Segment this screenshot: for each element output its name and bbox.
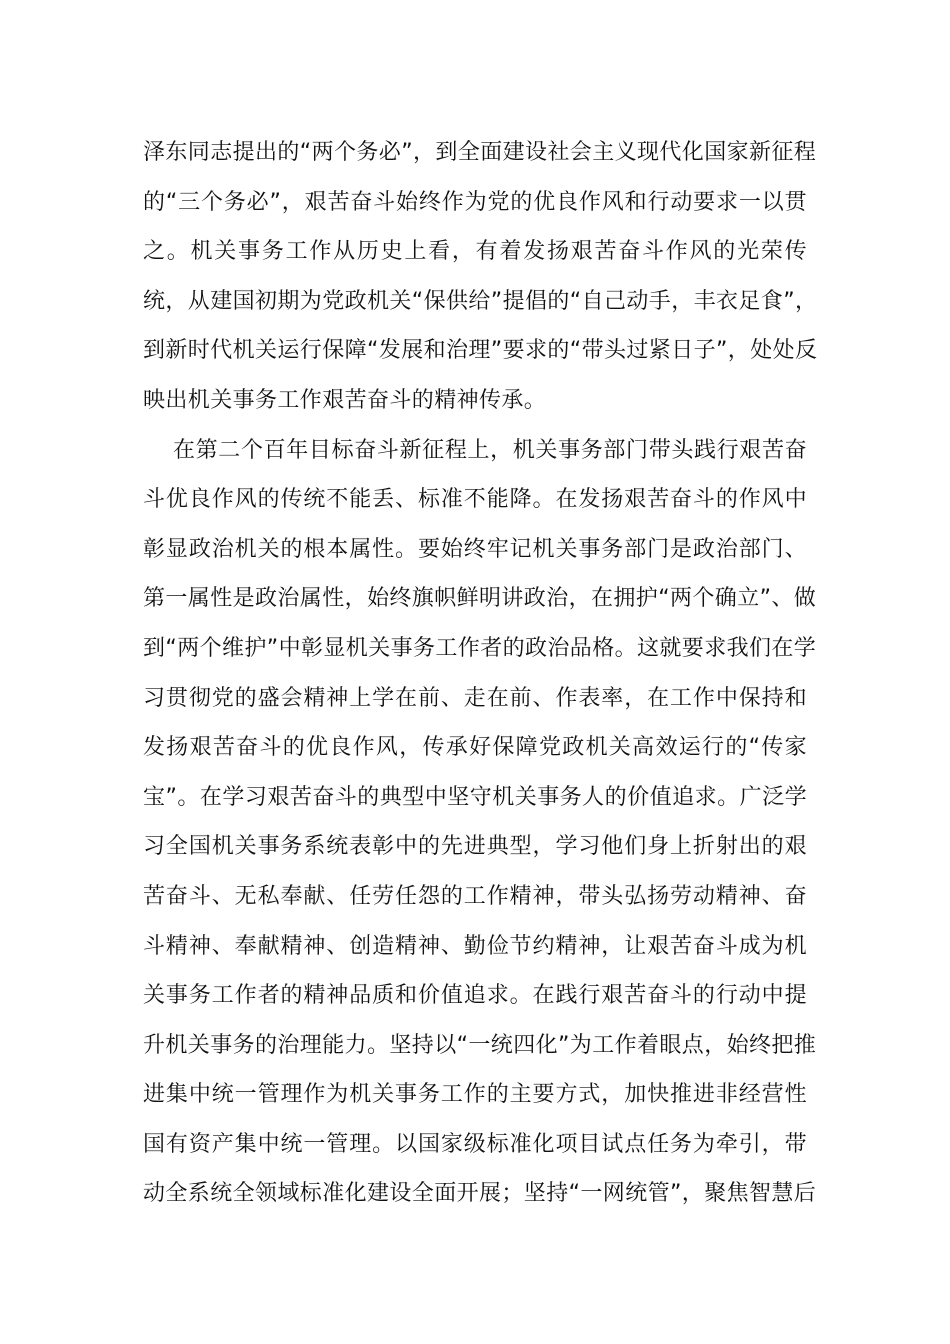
text-line: 升机关事务的治理能力。坚持以“一统四化”为工作着眼点，始终把推: [143, 1032, 817, 1058]
text-line: 习全国机关事务系统表彰中的先进典型，学习他们身上折射出的艰: [143, 834, 807, 860]
text-line: 映出机关事务工作艰苦奋斗的精神传承。: [143, 387, 547, 413]
body-text: [143, 128, 818, 1219]
text-line: 发扬艰苦奋斗的优良作风，传承好保障党政机关高效运行的“传家: [143, 735, 807, 761]
text-line: 彰显政治机关的根本属性。要始终牢记机关事务部门是政治部门、: [143, 536, 807, 562]
text-line: 国有资产集中统一管理。以国家级标准化项目试点任务为牵引，带: [143, 1131, 807, 1157]
text-line: 的“三个务必”，艰苦奋斗始终作为党的优良作风和行动要求一以贯: [143, 189, 807, 215]
text-line: 斗优良作风的传统不能丢、标准不能降。在发扬艰苦奋斗的作风中: [143, 487, 807, 513]
text-line: 习贯彻党的盛会精神上学在前、走在前、作表率，在工作中保持和: [143, 685, 807, 711]
text-line: 在第二个百年目标奋斗新征程上，机关事务部门带头践行艰苦奋: [173, 437, 807, 463]
text-line: 苦奋斗、无私奉献、任劳任怨的工作精神，带头弘扬劳动精神、奋: [143, 883, 807, 909]
text-line: 到新时代机关运行保障“发展和治理”要求的“带头过紧日子”，处处反: [143, 338, 818, 364]
text-line: 统，从建国初期为党政机关“保供给”提倡的“自己动手，丰衣足食”，: [143, 288, 818, 314]
text-line: 第一属性是政治属性，始终旗帜鲜明讲政治，在拥护“两个确立”、做: [143, 586, 817, 612]
text-line: 关事务工作者的精神品质和价值追求。在践行艰苦奋斗的行动中提: [143, 983, 807, 1009]
text-line: 动全系统全领域标准化建设全面开展；坚持“一网统管”，聚焦智慧后: [143, 1181, 817, 1207]
text-line: 到“两个维护”中彰显机关事务工作者的政治品格。这就要求我们在学: [143, 635, 817, 661]
text-line: 进集中统一管理作为机关事务工作的主要方式，加快推进非经营性: [143, 1082, 807, 1108]
text-line: 之。机关事务工作从历史上看，有着发扬艰苦奋斗作风的光荣传: [143, 239, 807, 265]
text-line: 泽东同志提出的“两个务必”，到全面建设社会主义现代化国家新征程: [143, 140, 817, 165]
text-line: 宝”。在学习艰苦奋斗的典型中坚守机关事务人的价值追求。广泛学: [143, 784, 807, 810]
text-line: 斗精神、奉献精神、创造精神、勤俭节约精神，让艰苦奋斗成为机: [143, 933, 807, 959]
